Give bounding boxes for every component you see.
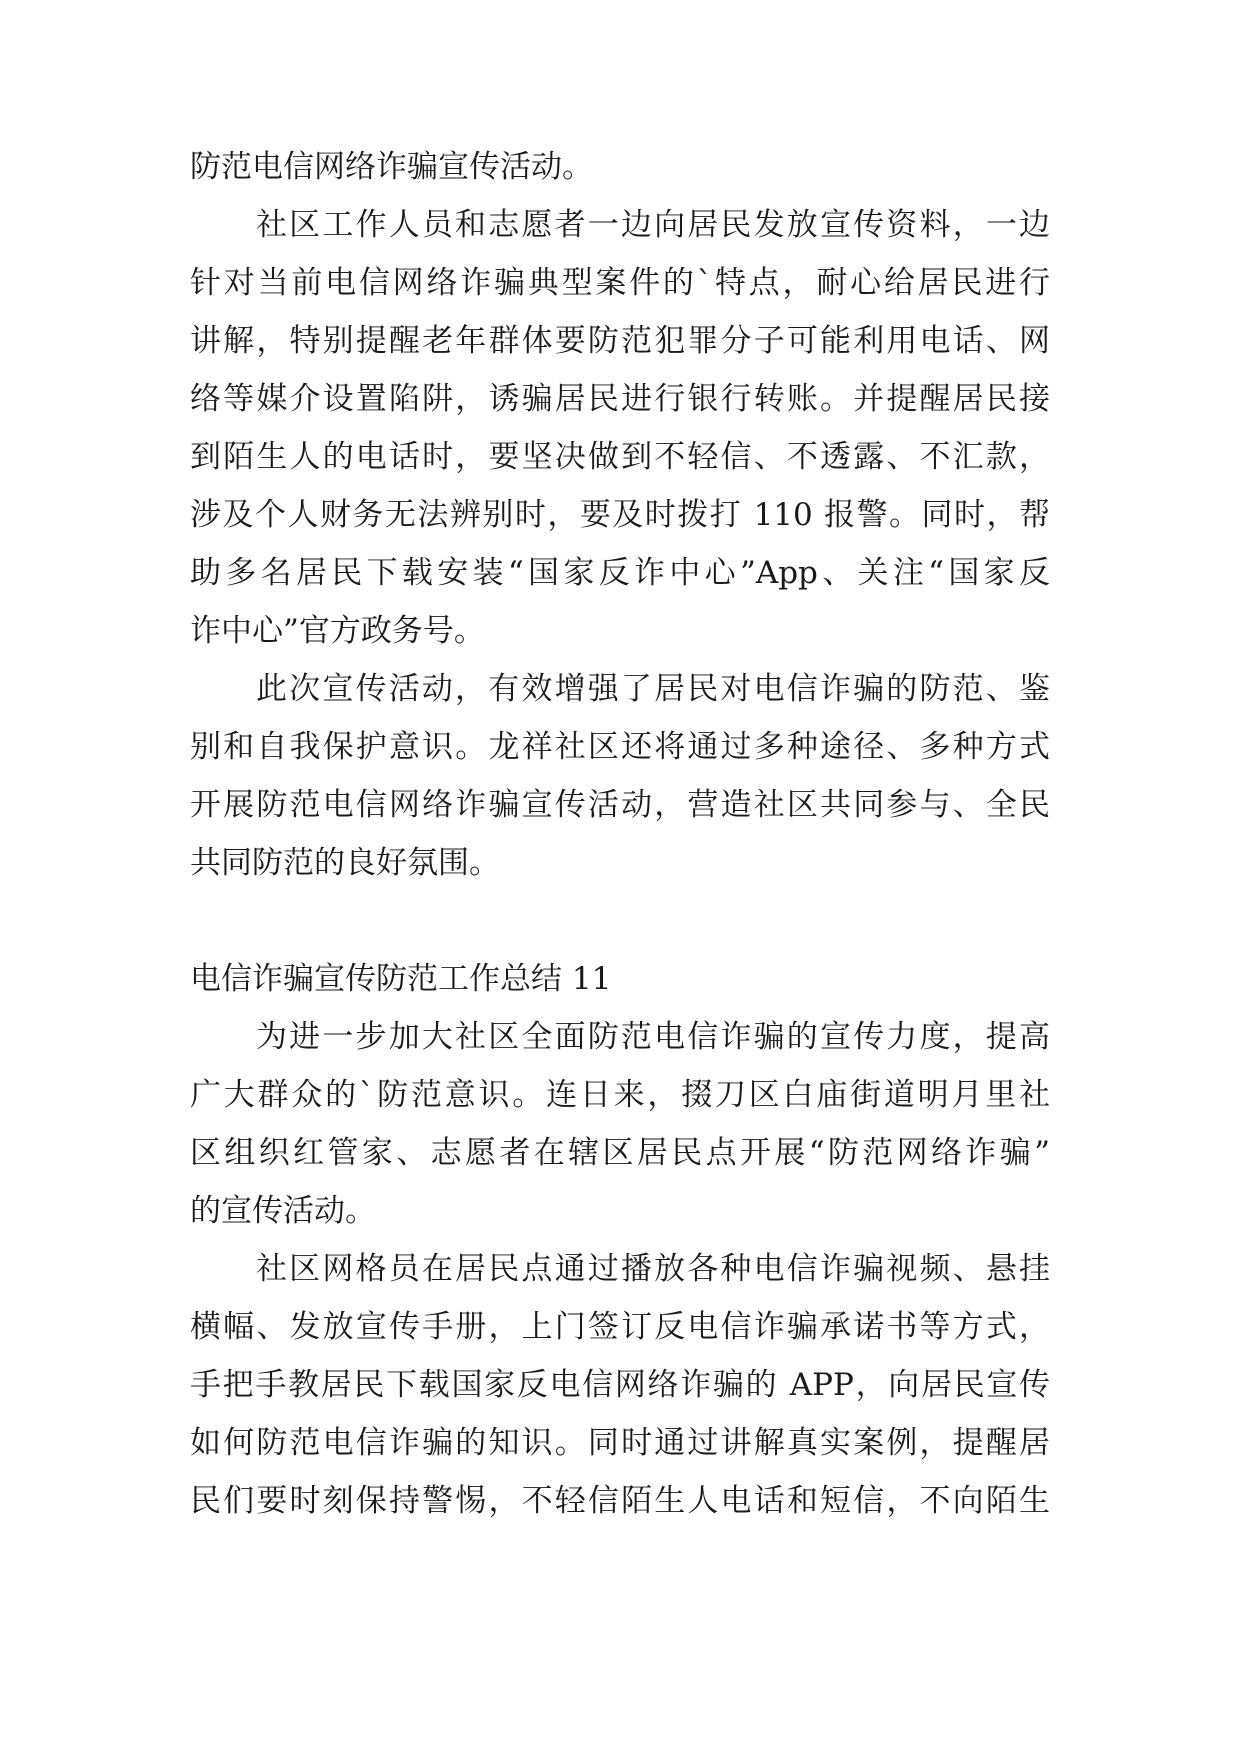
paragraph-line: 防范电信网络诈骗宣传活动。 [190, 149, 593, 185]
paragraph-line: 手把手教居民下载国家反电信网络诈骗的 APP，向居民宣传 [190, 1367, 1050, 1403]
paragraph-line: 诈中心”官方政务号。 [190, 613, 485, 649]
paragraph-line: 针对当前电信网络诈骗典型案件的`特点，耐心给居民进行 [190, 265, 1050, 301]
paragraph-line: 横幅、发放宣传手册，上门签订反电信诈骗承诺书等方式， [190, 1309, 1050, 1345]
paragraph-line: 社区工作人员和志愿者一边向居民发放宣传资料，一边 [256, 207, 1050, 243]
paragraph-line: 区组织红管家、志愿者在辖区居民点开展“防范网络诈骗” [190, 1135, 1050, 1171]
paragraph-line: 涉及个人财务无法辨别时，要及时拨打 110 报警。同时，帮 [190, 497, 1050, 533]
paragraph-line: 共同防范的良好氛围。 [190, 845, 500, 881]
paragraph-line: 别和自我保护意识。龙祥社区还将通过多种途径、多种方式 [190, 729, 1050, 765]
paragraph-line: 如何防范电信诈骗的知识。同时通过讲解真实案例，提醒居 [190, 1425, 1050, 1461]
paragraph-line: 讲解，特别提醒老年群体要防范犯罪分子可能利用电话、网 [190, 323, 1050, 359]
section-spacer [190, 892, 1050, 950]
paragraph-line: 开展防范电信网络诈骗宣传活动，营造社区共同参与、全民 [190, 787, 1050, 823]
paragraph-line: 助多名居民下载安装“国家反诈中心”App、关注“国家反 [190, 555, 1050, 591]
paragraph-line: 此次宣传活动，有效增强了居民对电信诈骗的防范、鉴 [256, 671, 1050, 707]
paragraph-line: 的宣传活动。 [190, 1193, 376, 1229]
paragraph-line: 民们要时刻保持警惕，不轻信陌生人电话和短信，不向陌生 [190, 1483, 1050, 1519]
paragraph-line: 到陌生人的电话时，要坚决做到不轻信、不透露、不汇款， [190, 439, 1050, 475]
paragraph-line: 为进一步加大社区全面防范电信诈骗的宣传力度，提高 [256, 1019, 1050, 1055]
document-body [190, 138, 1050, 1530]
section-heading: 电信诈骗宣传防范工作总结 11 [190, 961, 612, 997]
paragraph-line: 社区网格员在居民点通过播放各种电信诈骗视频、悬挂 [256, 1251, 1050, 1287]
paragraph-line: 广大群众的`防范意识。连日来，掇刀区白庙街道明月里社 [190, 1077, 1050, 1113]
paragraph-line: 络等媒介设置陷阱，诱骗居民进行银行转账。并提醒居民接 [190, 381, 1050, 417]
